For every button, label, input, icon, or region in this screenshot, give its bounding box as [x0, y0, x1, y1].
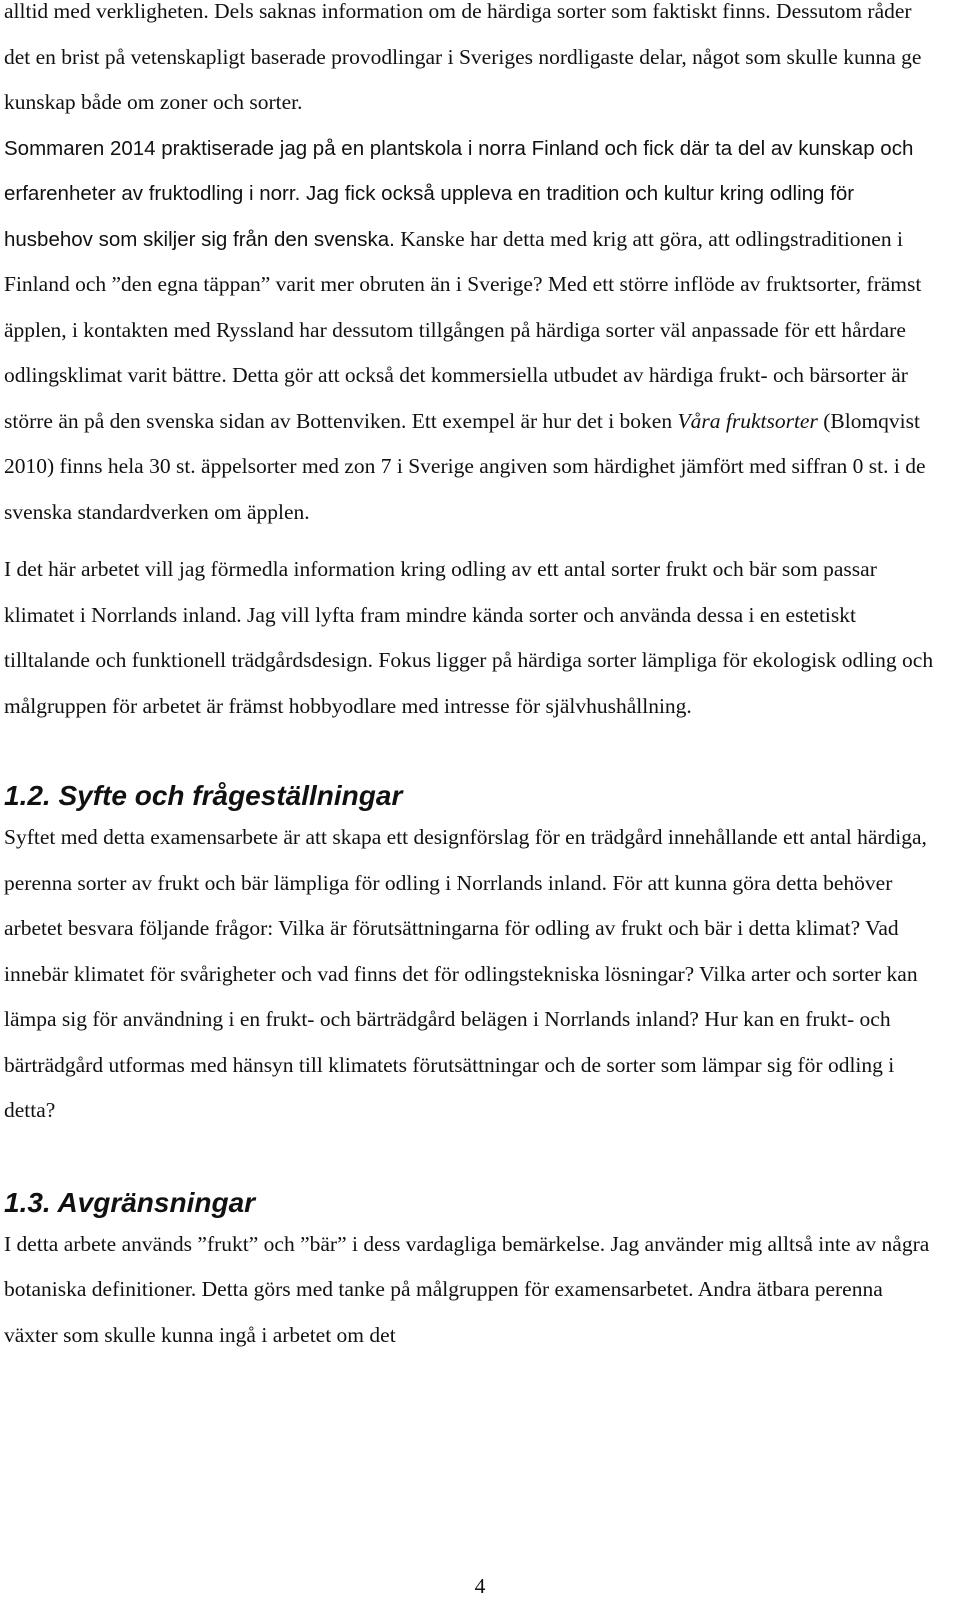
intro-sentence-3: Jag fick också uppleva en tradition och kultur kring odling för husbehov som skiljer sig från den svenska. [4, 182, 855, 251]
document-page [4, 0, 934, 1358]
purpose-paragraph: I det här arbetet vill jag förmedla information kring odling av ett antal sorter frukt och bär som passar klimatet i Norrlands inland. Jag vill lyfta fram mindre kända sorter och använda dessa i en estetiskt tilltalande och funktionell trädgårdsdesign. Fokus ligger på härdiga sorter lämpliga för ekologisk odling och målgruppen för arbetet är främst hobbyodlare med intresse för självhushållning. [4, 557, 934, 718]
section-body-1-3: I detta arbete används ”frukt” och ”bär” i dess vardagliga bemärkelse. Jag använder mig alltså inte av några botaniska definitioner. Detta görs med tanke på målgruppen för examensarbetet. Andra ätbara perenna växter som skulle kunna ingå i arbetet om det [4, 1231, 930, 1347]
intro-sentence-1: alltid med verkligheten. Dels saknas information om de härdiga sorter som faktiskt finns. Dessutom råder det en brist på vetenskapligt baserade provodlingar i Sveriges nordligaste delar, något som skulle kunna ge kunskap både om zoner och sorter. [4, 0, 922, 114]
page-number: 4 [474, 1574, 486, 1598]
intro-sentence-6: (Blomqvist 2010) finns hela 30 st. äppelsorter med zon 7 i Sverige angiven som härdighet jämfört med siffran 0 st. i de svenska standardverken om äpplen. [4, 408, 926, 524]
intro-paragraph [4, 0, 934, 535]
book-title: Våra fruktsorter [677, 408, 818, 433]
section-body-1-2: Syftet med detta examensarbete är att skapa ett designförslag för en trädgård innehållande ett antal härdiga, perenna sorter av frukt och bär lämpliga för odling i Norrlands inland. För att kunna göra detta behöver arbetet besvara följande frågor: Vilka är förutsättningarna för odling av frukt och bär i detta klimat? Vad innebär klimatet för svårigheter och vad finns det för odlingstekniska lösningar? Vilka arter och sorter kan lämpa sig för användning i en frukt- och bärträdgård belägen i Norrlands inland? Hur kan en frukt- och bärträdgård utformas med hänsyn till klimatets förutsättningar och de sorter som lämpar sig för odling i detta? [4, 825, 927, 1122]
intro-sentence-2: Sommaren 2014 praktiserade jag på en plantskola i norra Finland och fick där ta del av kunskap och erfarenheter av fruktodling i norr. [4, 136, 914, 205]
section-heading-1-3: 1.3. Avgränsningar [4, 1186, 256, 1218]
intro-sentence-4: Kanske har detta med krig att göra, att odlingstraditionen i Finland och ”den egna täppan” varit mer obruten än i Sverige? [4, 226, 903, 296]
section-heading-1-2: 1.2. Syfte och frågeställningar [4, 780, 403, 811]
intro-sentence-5: Med ett större inflöde av fruktsorter, främst äpplen, i kontakten med Ryssland har dessutom tillgången på härdiga sorter väl anpassade för ett hårdare odlingsklimat varit bättre. Detta gör att också det kommersiella utbudet av härdiga frukt- och bärsorter är större än på den svenska sidan av Bottenviken. Ett exempel är hur det i boken [4, 272, 922, 433]
